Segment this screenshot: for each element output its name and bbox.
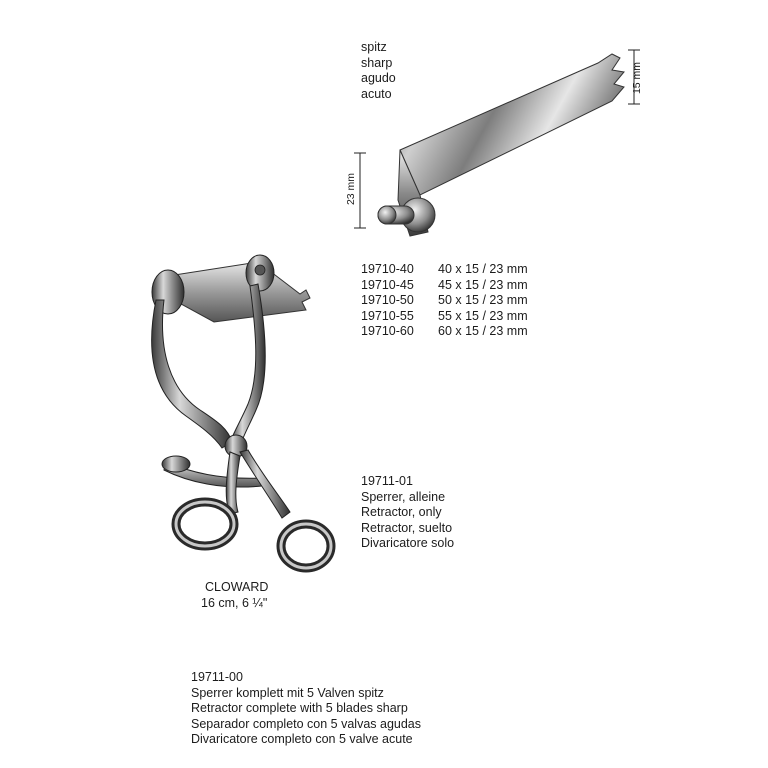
blade-size: 45 x 15 / 23 mm (438, 277, 528, 292)
retractor-only-line: Divaricatore solo (361, 536, 455, 551)
retractor-only-block (361, 474, 454, 552)
blade-size: 60 x 15 / 23 mm (438, 324, 528, 339)
blade-code: 19710-60 (361, 324, 414, 339)
retractor-left-arm (152, 300, 232, 448)
dim-width-label: 15 mm (631, 61, 643, 95)
retractor-only-line: Retractor, only (361, 505, 442, 520)
blade-name-de: spitz (361, 40, 387, 54)
complete-set-line: Divaricatore completo con 5 valve acute (191, 732, 413, 747)
blade-name-en: sharp (361, 55, 393, 70)
finger-ring-right (281, 524, 331, 568)
blade-code: 19710-40 (361, 262, 414, 276)
blade-name-it: acuto (361, 86, 392, 101)
complete-set-line: Retractor complete with 5 blades sharp (191, 701, 408, 716)
instrument-caption (201, 580, 269, 611)
retractor-only-line: Sperrer, alleine (361, 489, 446, 504)
retractor-only-code: 19711-01 (361, 474, 413, 488)
retractor-only-line: Retractor, suelto (361, 520, 453, 535)
blade-name-es: agudo (361, 71, 396, 86)
finger-ring-left (176, 502, 234, 546)
complete-set-line: Separador completo con 5 valvas agudas (191, 716, 422, 731)
blade-size: 55 x 15 / 23 mm (438, 308, 528, 323)
blade-size: 50 x 15 / 23 mm (438, 293, 528, 308)
instrument-size: 16 cm, 6 ¼" (201, 595, 268, 610)
complete-set-code: 19711-00 (191, 670, 243, 684)
blade-code: 19710-55 (361, 308, 414, 323)
blade-size: 40 x 15 / 23 mm (438, 262, 528, 276)
dim-height-label: 23 mm (345, 172, 357, 206)
blade-code: 19710-50 (361, 293, 414, 308)
complete-set-block (191, 670, 421, 748)
instrument-name: CLOWARD (205, 580, 269, 594)
complete-set-line: Sperrer komplett mit 5 Valven spitz (191, 685, 384, 700)
retractor-blade (168, 262, 310, 322)
blade-code: 19710-45 (361, 277, 414, 292)
